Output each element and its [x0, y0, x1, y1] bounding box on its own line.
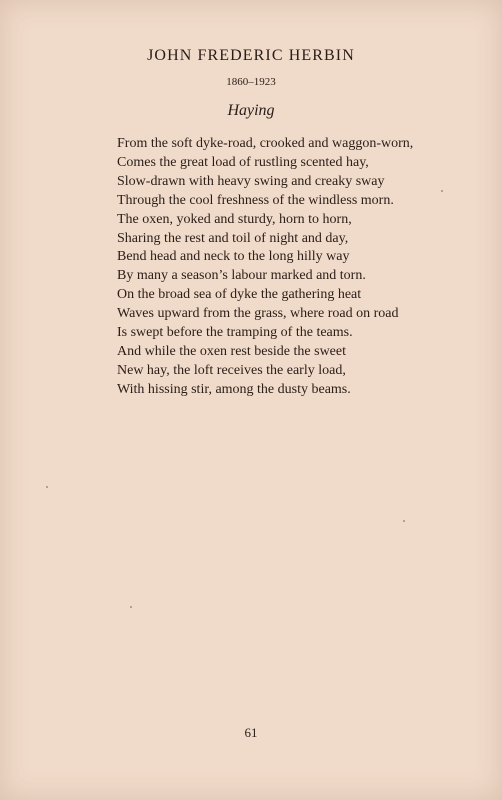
- poem-line: The oxen, yoked and sturdy, horn to horn,: [117, 211, 352, 227]
- poem-line: New hay, the loft receives the early load,: [117, 362, 346, 378]
- page-number: 61: [244, 725, 258, 740]
- author-dates: 1860–1923: [226, 76, 276, 88]
- poem-line: Sharing the rest and toil of night and day,: [117, 230, 349, 246]
- paper-speck: [130, 606, 132, 608]
- paper-speck: [403, 520, 405, 522]
- poem-line: Comes the great load of rustling scented hay,: [117, 154, 369, 170]
- paper-speck: [46, 486, 48, 488]
- paper-speck: [441, 190, 443, 192]
- poem-body: [117, 135, 477, 400]
- author-heading: JOHN FREDERIC HERBIN: [147, 47, 355, 64]
- poem-line: From the soft dyke-road, crooked and waggon-worn,: [117, 136, 414, 151]
- poem-title: Haying: [227, 102, 275, 119]
- poem-line: Waves upward from the grass, where road on road: [117, 306, 399, 322]
- poem-line: On the broad sea of dyke the gathering heat: [117, 287, 362, 303]
- poem-line: Bend head and neck to the long hilly way: [117, 249, 350, 265]
- poem-line: And while the oxen rest beside the sweet: [117, 343, 346, 359]
- poem-line: With hissing stir, among the dusty beams.: [117, 381, 351, 397]
- poem-line: Through the cool freshness of the windless morn.: [117, 192, 394, 208]
- poem-line: By many a season’s labour marked and torn.: [117, 268, 366, 284]
- poem-line: Is swept before the tramping of the teams.: [117, 325, 353, 341]
- poem-line: Slow-drawn with heavy swing and creaky sway: [117, 173, 385, 189]
